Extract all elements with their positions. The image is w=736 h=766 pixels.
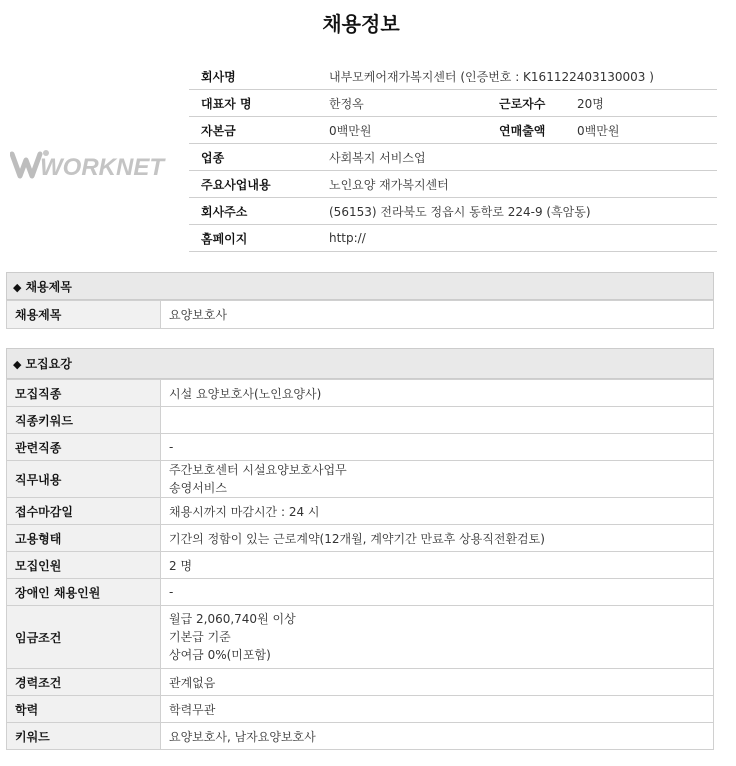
row-value-line: 상여금 0%(미포함)	[169, 648, 271, 662]
row-label: 장애인 채용인원	[7, 579, 161, 606]
company-name-row	[189, 63, 717, 90]
recruit-section-header	[6, 348, 714, 379]
diamond-icon: ◆	[13, 281, 22, 294]
row-value-line: 채용시까지 마감시간 : 24 시	[169, 504, 320, 519]
table-row	[7, 579, 714, 606]
row-value	[161, 461, 714, 498]
address-value: (56153) 전라북도 정읍시 동학로 224-9 (흑암동)	[329, 198, 717, 225]
row-value-line: -	[169, 440, 174, 454]
row-label: 모집인원	[7, 552, 161, 579]
row-label: 직종키워드	[7, 407, 161, 434]
table-row	[7, 461, 714, 498]
ceo-row	[189, 90, 717, 117]
sales-label: 연매출액	[499, 117, 577, 144]
company-info-table	[189, 63, 717, 252]
recruit-section	[6, 348, 714, 750]
homepage-label: 홈페이지	[189, 225, 329, 252]
row-value-line: 시설 요양보호사(노인요양사)	[169, 386, 322, 401]
row-label: 경력조건	[7, 669, 161, 696]
row-label: 접수마감일	[7, 498, 161, 525]
row-value-line: -	[169, 585, 174, 599]
row-value-line: 송영서비스	[169, 481, 227, 495]
business-label: 주요사업내용	[189, 171, 329, 198]
row-value	[161, 606, 714, 669]
capital-value: 0백만원	[329, 117, 499, 144]
table-row	[7, 552, 714, 579]
row-label: 관련직종	[7, 434, 161, 461]
diamond-icon: ◆	[13, 358, 22, 371]
job-title-value: 요양보호사	[161, 301, 714, 329]
row-value-line: 주간보호센터 시설요양보호사업무	[169, 463, 347, 477]
row-label: 키워드	[7, 723, 161, 750]
table-row	[7, 301, 714, 329]
row-value	[161, 669, 714, 696]
row-value-line: 2 명	[169, 558, 193, 573]
row-value-line: 관계없음	[169, 675, 216, 690]
row-label: 학력	[7, 696, 161, 723]
worknet-logo	[10, 146, 166, 180]
ceo-value: 한정옥	[329, 90, 499, 117]
job-title-table	[6, 300, 714, 329]
recruit-table	[6, 379, 714, 750]
row-value	[161, 552, 714, 579]
row-value	[161, 434, 714, 461]
job-title-section	[6, 272, 714, 329]
row-label: 모집직종	[7, 380, 161, 407]
employees-value: 20명	[577, 90, 717, 117]
row-value	[161, 723, 714, 750]
table-row	[7, 498, 714, 525]
row-value-line: 월급 2,060,740원 이상	[169, 612, 296, 626]
row-value	[161, 380, 714, 407]
table-row	[7, 669, 714, 696]
row-value-line: 요양보호사, 남자요양보호사	[169, 729, 316, 744]
industry-row	[189, 144, 717, 171]
recruit-header-text: 모집요강	[25, 357, 72, 371]
table-row	[7, 723, 714, 750]
capital-row	[189, 117, 717, 144]
business-row	[189, 171, 717, 198]
business-value: 노인요양 재가복지센터	[329, 171, 717, 198]
logo-text: WORKNET	[40, 154, 164, 180]
row-value-line: 학력무관	[169, 702, 216, 717]
row-value	[161, 498, 714, 525]
capital-label: 자본금	[189, 117, 329, 144]
employees-label: 근로자수	[499, 90, 577, 117]
table-row	[7, 696, 714, 723]
ceo-label: 대표자 명	[189, 90, 329, 117]
company-name-value: 내부모케어재가복지센터 (인증번호 : K161122403130003 )	[329, 63, 717, 90]
homepage-row	[189, 225, 717, 252]
row-label: 임금조건	[7, 606, 161, 669]
homepage-link[interactable]: http://	[329, 225, 717, 252]
job-title-header-text: 채용제목	[25, 280, 72, 294]
row-value-line: 기본급 기준	[169, 630, 231, 644]
row-label: 직무내용	[7, 461, 161, 498]
row-value	[161, 696, 714, 723]
row-value	[161, 525, 714, 552]
row-value	[161, 407, 714, 434]
industry-label: 업종	[189, 144, 329, 171]
address-row	[189, 198, 717, 225]
row-label: 고용형태	[7, 525, 161, 552]
table-row	[7, 407, 714, 434]
job-title-label: 채용제목	[7, 301, 161, 329]
table-row	[7, 525, 714, 552]
table-row	[7, 434, 714, 461]
table-row	[7, 380, 714, 407]
row-value	[161, 579, 714, 606]
row-value-line: 기간의 정함이 있는 근로계약(12개월, 계약기간 만료후 상용직전환검토)	[169, 531, 545, 546]
table-row	[7, 606, 714, 669]
company-name-label: 회사명	[189, 63, 329, 90]
address-label: 회사주소	[189, 198, 329, 225]
industry-value: 사회복지 서비스업	[329, 144, 717, 171]
sales-value: 0백만원	[577, 117, 717, 144]
job-title-section-header	[6, 272, 714, 300]
page-title: 채용정보	[322, 12, 400, 36]
